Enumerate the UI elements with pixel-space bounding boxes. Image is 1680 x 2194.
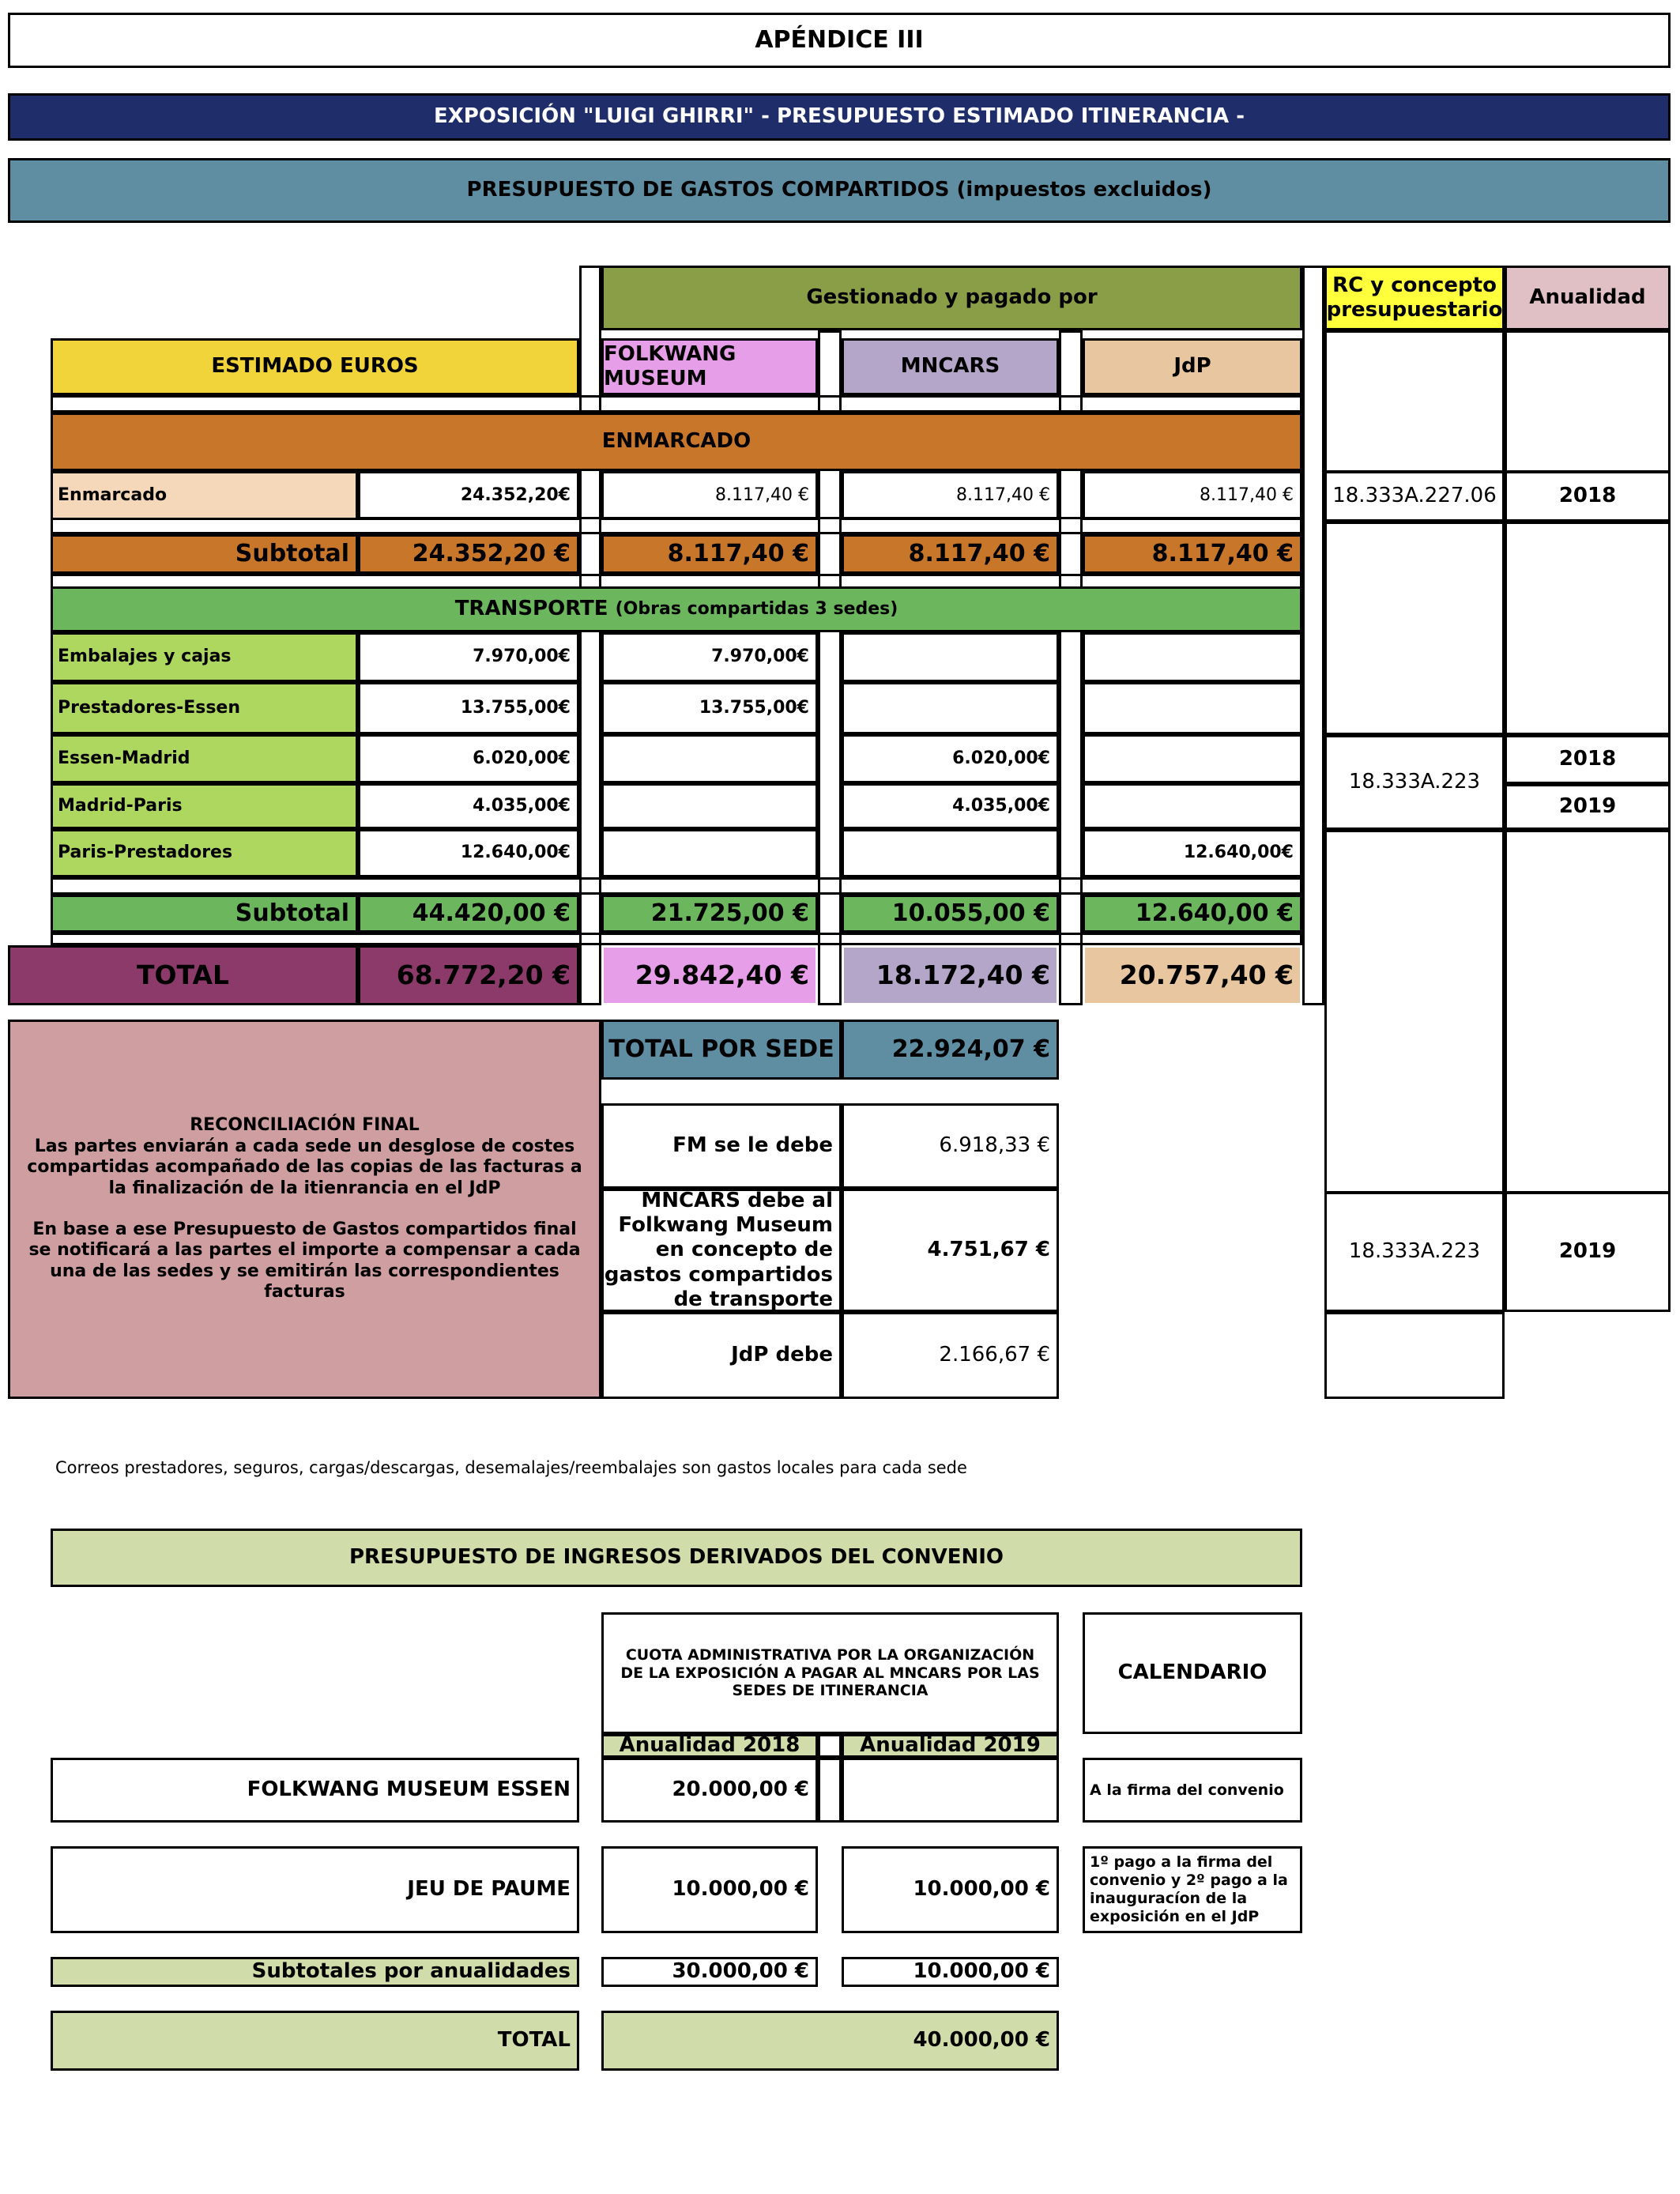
sede-year: 2019 — [1505, 1192, 1671, 1312]
enmarcado-header: ENMARCADO — [51, 413, 1302, 471]
anualidad-2018-header: Anualidad 2018 — [601, 1734, 818, 1758]
subtotal-enmarcado-label: Subtotal — [51, 534, 358, 574]
reconciliation-title: RECONCILIACIÓN FINAL — [190, 1115, 420, 1136]
cuota-header: CUOTA ADMINISTRATIVA POR LA ORGANIZACIÓN DE LA EXPOSICIÓN A PAGAR AL MNCARS POR LAS SEDES DE ITINERANCIA — [601, 1612, 1059, 1734]
transport-label: Prestadores-Essen — [51, 682, 358, 734]
section-shared-costs-title: PRESUPUESTO DE GASTOS COMPARTIDOS (impuestos excluidos) — [8, 158, 1671, 223]
jdp-debt-label: JdP debe — [601, 1312, 842, 1399]
subtotal-2018: 30.000,00 € — [601, 1957, 818, 1987]
transport-label: Essen-Madrid — [51, 734, 358, 783]
rc-blank-cell — [1324, 830, 1505, 1193]
enmarcado-total: 24.352,20€ — [358, 471, 579, 520]
total-amount: 68.772,20 € — [358, 945, 579, 1005]
subtotal-transporte-mncars: 10.055,00 € — [842, 895, 1059, 933]
transport-year-2019: 2019 — [1505, 784, 1671, 830]
transport-fm: 13.755,00€ — [601, 682, 818, 734]
transport-fm — [601, 829, 818, 877]
anualidad-header: Anualidad — [1505, 266, 1671, 330]
transport-total: 13.755,00€ — [358, 682, 579, 734]
income-row-calendar: 1º pago a la firma del convenio y 2º pago a la inauguracíon de la exposición en el JdP — [1083, 1846, 1302, 1933]
transport-fm — [601, 734, 818, 783]
income-row-label: JEU DE PAUME — [51, 1846, 579, 1933]
transport-total: 6.020,00€ — [358, 734, 579, 783]
transport-mncars — [842, 682, 1059, 734]
income-total-label: TOTAL — [51, 2011, 579, 2071]
fm-debt-value: 6.918,33 € — [842, 1103, 1059, 1189]
fm-debt-label: FM se le debe — [601, 1103, 842, 1189]
transporte-header — [51, 586, 1302, 632]
enmarcado-rc: 18.333A.227.06 — [1324, 471, 1505, 522]
transport-jdp — [1083, 783, 1302, 829]
enmarcado-year: 2018 — [1505, 471, 1671, 522]
rc-blank-cell — [1324, 522, 1505, 735]
subtotal-transporte-label: Subtotal — [51, 895, 358, 933]
income-title: PRESUPUESTO DE INGRESOS DERIVADOS DEL CONVENIO — [51, 1529, 1302, 1587]
row-spacer — [51, 877, 1302, 895]
transport-mncars: 4.035,00€ — [842, 783, 1059, 829]
transport-mncars — [842, 829, 1059, 877]
subtotal-transporte-fm: 21.725,00 € — [601, 895, 818, 933]
income-row-2018: 10.000,00 € — [601, 1846, 818, 1933]
transport-jdp: 12.640,00€ — [1083, 829, 1302, 877]
mncars-debt-label: MNCARS debe al Folkwang Museum en concepto de gastos compartidos de transporte — [601, 1189, 842, 1312]
subtotal-enmarcado-jdp: 8.117,40 € — [1083, 534, 1302, 574]
transport-jdp — [1083, 682, 1302, 734]
total-por-sede-label: TOTAL POR SEDE — [601, 1020, 842, 1080]
transport-year-2018: 2018 — [1505, 735, 1671, 784]
page-title: APÉNDICE III — [8, 13, 1671, 68]
total-fm: 29.842,40 € — [601, 945, 818, 1005]
total-por-sede-value: 22.924,07 € — [842, 1020, 1059, 1080]
subtotal-enmarcado-total: 24.352,20 € — [358, 534, 579, 574]
total-jdp: 20.757,40 € — [1083, 945, 1302, 1005]
transport-label: Paris-Prestadores — [51, 829, 358, 877]
total-mncars: 18.172,40 € — [842, 945, 1059, 1005]
transport-total: 7.970,00€ — [358, 632, 579, 682]
transporte-subtitle: (Obras compartidas 3 sedes) — [615, 598, 898, 619]
jdp-debt-value: 2.166,67 € — [842, 1312, 1059, 1399]
transport-fm — [601, 783, 818, 829]
column-separator — [1302, 266, 1324, 1005]
anualidad-2019-header: Anualidad 2019 — [842, 1734, 1059, 1758]
row-spacer — [51, 933, 1302, 945]
income-row-2019: 10.000,00 € — [842, 1846, 1059, 1933]
subtotal-2019: 10.000,00 € — [842, 1957, 1059, 1987]
subtotales-label: Subtotales por anualidades — [51, 1957, 579, 1987]
transport-total: 4.035,00€ — [358, 783, 579, 829]
mncars-debt-value: 4.751,67 € — [842, 1189, 1059, 1312]
rc-blank-cell — [1324, 330, 1505, 473]
mncars-header: MNCARS — [842, 338, 1059, 395]
income-row-label: FOLKWANG MUSEUM ESSEN — [51, 1758, 579, 1823]
rc-header: RC y concepto presupuestario — [1324, 266, 1505, 330]
enmarcado-label: Enmarcado — [51, 471, 358, 520]
income-row-2019 — [842, 1758, 1059, 1823]
reconciliation-box — [8, 1020, 601, 1399]
column-separator — [818, 1758, 842, 1823]
transport-label: Embalajes y cajas — [51, 632, 358, 682]
transport-total: 12.640,00€ — [358, 829, 579, 877]
income-row-calendar: A la firma del convenio — [1083, 1758, 1302, 1823]
total-label: TOTAL — [8, 945, 358, 1005]
income-row-2018: 20.000,00 € — [601, 1758, 818, 1823]
anualidad-blank-cell — [1505, 330, 1671, 473]
reconciliation-text-1: Las partes enviarán a cada sede un desglose de costes compartidas acompañado de las copias de las facturas a la finalización de la itienrancia en el JdP — [27, 1136, 582, 1198]
subtotal-enmarcado-mncars: 8.117,40 € — [842, 534, 1059, 574]
column-separator — [818, 1734, 842, 1758]
sede-rc: 18.333A.223 — [1324, 1192, 1505, 1312]
transport-jdp — [1083, 632, 1302, 682]
managed-by-header: Gestionado y pagado por — [601, 266, 1302, 330]
transport-label: Madrid-Paris — [51, 783, 358, 829]
enmarcado-mncars: 8.117,40 € — [842, 471, 1059, 520]
folkwang-header: FOLKWANG MUSEUM — [601, 338, 818, 395]
estimado-header: ESTIMADO EUROS — [51, 338, 579, 395]
transport-fm: 7.970,00€ — [601, 632, 818, 682]
transport-mncars: 6.020,00€ — [842, 734, 1059, 783]
income-total-value: 40.000,00 € — [601, 2011, 1059, 2071]
local-costs-note: Correos prestadores, seguros, cargas/descargas, desemalajes/reembalajes son gastos locales para cada sede — [55, 1458, 967, 1477]
anualidad-blank-cell — [1505, 522, 1671, 735]
reconciliation-text-2: En base a ese Presupuesto de Gastos compartidos final se notificará a las partes el importe a compensar a cada una de las sedes y se emitirán las correspondientes facturas — [28, 1220, 581, 1302]
calendario-header: CALENDARIO — [1083, 1612, 1302, 1734]
enmarcado-fm: 8.117,40 € — [601, 471, 818, 520]
sede-blank-cell — [1324, 1312, 1505, 1399]
rule — [1302, 1003, 1324, 1005]
transport-mncars — [842, 632, 1059, 682]
transport-jdp — [1083, 734, 1302, 783]
exhibition-banner: EXPOSICIÓN "LUIGI GHIRRI" - PRESUPUESTO ESTIMADO ITINERANCIA - — [8, 93, 1671, 141]
row-spacer — [51, 395, 1302, 413]
subtotal-enmarcado-fm: 8.117,40 € — [601, 534, 818, 574]
transporte-title: TRANSPORTE — [454, 597, 608, 621]
subtotal-transporte-jdp: 12.640,00 € — [1083, 895, 1302, 933]
anualidad-blank-cell — [1505, 830, 1671, 1193]
transport-rc: 18.333A.223 — [1324, 735, 1505, 830]
enmarcado-jdp: 8.117,40 € — [1083, 471, 1302, 520]
subtotal-transporte-total: 44.420,00 € — [358, 895, 579, 933]
jdp-header: JdP — [1083, 338, 1302, 395]
